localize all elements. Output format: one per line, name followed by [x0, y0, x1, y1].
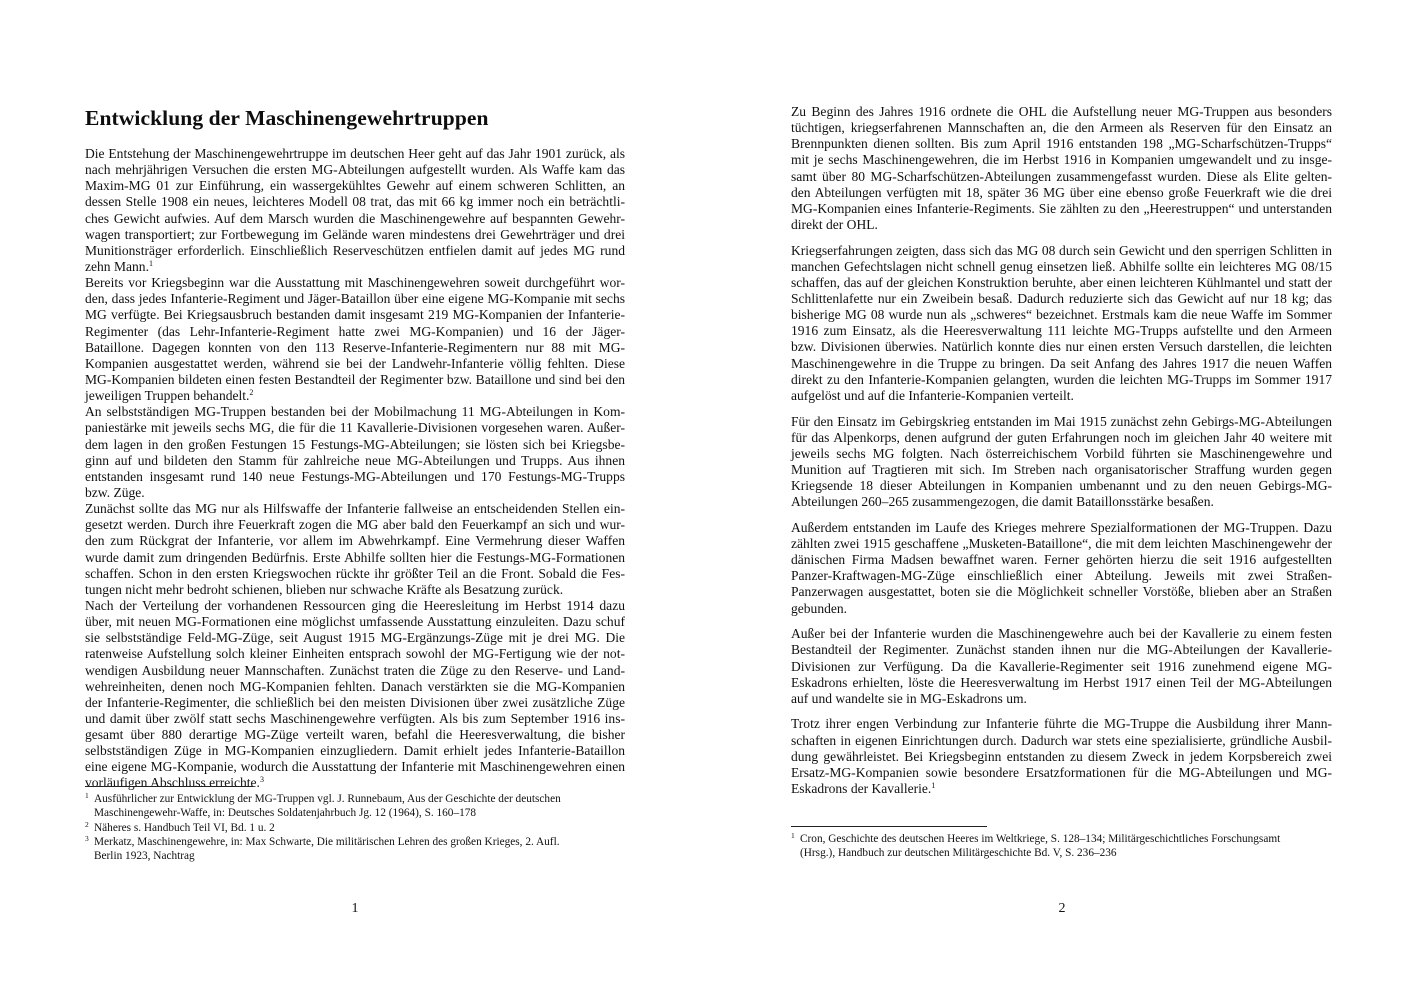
- paragraph: [791, 520, 1332, 617]
- footnote: [85, 792, 625, 821]
- text-line: [791, 478, 1332, 494]
- text-line-content: Brennpunkten dienen sollten. Bis zum April 1916 entstanden 198 „MG-Scharfschützen-Trupps“: [791, 136, 1332, 152]
- footnote-number: 1: [85, 791, 89, 800]
- text-line: [85, 598, 625, 614]
- body-text: [791, 104, 1332, 807]
- footnotes: [791, 832, 1332, 861]
- text-line-content: gesamt über 880 derartige MG-Züge verteilt waren, befahl die Heeresverwaltung, die bisher: [85, 727, 625, 743]
- text-line: [85, 566, 625, 582]
- footnote: [85, 835, 625, 864]
- text-line: [791, 152, 1332, 168]
- text-line-content: Maschinengewehre in die Truppe zu bringen. Da seit Anfang des Jahres 1917 die neuen Waffen: [791, 355, 1332, 371]
- text-line-content: jeweiligen Truppen behandelt.: [85, 388, 250, 404]
- text-line-content: jeweils sechs MG folgten. Nach österreichischem Vorbild führten sie Maschinengewehre und: [791, 445, 1332, 461]
- text-line-content: Kriegserfahrungen zeigten, dass sich das MG 08 durch sein Gewicht und den sperrigen Schlitten in: [791, 242, 1332, 258]
- text-line: [791, 520, 1332, 536]
- text-line: [791, 659, 1332, 675]
- text-line-content: Die Entstehung der Maschinengewehrtruppe im deutschen Heer geht auf das Jahr 1901 zurück, als: [85, 146, 625, 161]
- text-line-content: An selbstständigen MG-Truppen bestanden bei der Mobilmachung 11 MG-Abteilungen in Kom-: [85, 404, 625, 420]
- text-line: [791, 584, 1332, 600]
- text-line: [85, 243, 625, 259]
- text-line-content: nach mehrjährigen Versuchen die ersten MG-Abteilungen aufgestellt wurden. Als Waffe kam das: [85, 162, 625, 178]
- text-line: [791, 675, 1332, 691]
- footnote: [85, 821, 625, 835]
- text-line: [791, 120, 1332, 136]
- text-line: [85, 711, 625, 727]
- text-line-content: wurde damit zum dringenden Bedürfnis. Erste Abhilfe sollten hier die Festungs-MG-Formationen: [85, 549, 625, 565]
- text-line: [791, 430, 1332, 446]
- text-line-content: schaffen. Schon in den ersten Kriegswochen rückte ihr größter Teil an die Front. Sobald die Fes-: [85, 565, 625, 581]
- text-line: [791, 781, 1332, 797]
- text-line-content: MG-Kompanien bildeten einen festen Bestandteil der Regimenter bzw. Bataillone und sind bei den: [85, 371, 625, 387]
- text-line: [85, 259, 625, 275]
- text-line-content: Nach der Verteilung der vorhandenen Ressourcen ging die Heeresleitung im Herbst 1914 dazu: [85, 597, 625, 613]
- text-line: [85, 178, 625, 194]
- text-line: [791, 642, 1332, 658]
- page-number: 2: [1058, 901, 1066, 916]
- text-line: [85, 146, 625, 162]
- text-line-content: schaften in eigenen Einrichtungen durch. Dadurch war stets eine spezialisierte, gründliche Ausbil-: [791, 732, 1332, 748]
- text-line: [85, 630, 625, 646]
- footnote-text: Maschinengewehr-Waffe, in: Deutsches Soldatenjahrbuch Jg. 12 (1964), S. 160–178: [94, 807, 477, 820]
- text-line: [791, 388, 1332, 404]
- text-line-content: Kompanien ausgestattet werden, während sie bei der Landwehr-Infanterie völlig fehlten. Diese: [85, 355, 625, 371]
- text-line: [791, 552, 1332, 568]
- text-line: [791, 104, 1332, 120]
- text-line-content: Zu Beginn des Jahres 1916 ordnete die OHL die Aufstellung neuer MG-Truppen aus besonders: [791, 104, 1332, 119]
- text-line-content: manchen Gefechtslagen nicht schnell genug einsetzen ließ. Abhilfe sollte ein leichteres MG 08/15: [791, 258, 1332, 274]
- paragraph: [85, 146, 625, 275]
- footnote-text: (Hrsg.), Handbuch zur deutschen Militärgeschichte Bd. V, S. 236–236: [800, 847, 1117, 860]
- text-line: [85, 194, 625, 210]
- text-line: [791, 356, 1332, 372]
- text-line-content: dung gewährleistet. Bei Kriegsbeginn entstanden zu diesem Zweck in jedem Korpsbereich zwei: [791, 748, 1332, 764]
- text-line: [85, 372, 625, 388]
- text-line: [791, 275, 1332, 291]
- text-line: [85, 582, 625, 598]
- chapter-title: Entwicklung der Maschinengewehrtruppen: [85, 106, 489, 130]
- text-line: [791, 201, 1332, 217]
- text-line-content: Für den Einsatz im Gebirgskrieg entstanden im Mai 1915 zunächst zehn Gebirgs-MG-Abteilungen: [791, 413, 1332, 429]
- text-line-content: Panzerwagen ausgestattet, boten sie die Möglichkeit schneller Vorstöße, blieben aber an Straßen: [791, 584, 1332, 600]
- text-line: [85, 162, 625, 178]
- footnote-separator: [85, 786, 253, 787]
- text-line-content: dem lagen in den großen Festungen 15 Festungs-MG-Abteilungen; sie lösten sich bei Kriegsbe-: [85, 436, 625, 452]
- footnote-reference[interactable]: 1: [148, 258, 153, 268]
- text-line-content: selbstständigen Züge in MG-Kompanien einzugliedern. Damit erhielt jedes Infanterie-Bataillon: [85, 743, 625, 759]
- text-line: [85, 663, 625, 679]
- text-line-content: Panzer-Kraftwagen-MG-Züge einschließlich einer Abteilung. Jeweils mit zwei Straßen-: [791, 568, 1332, 584]
- text-line-content: auf und wandelte sie in MG-Eskadrons um.: [791, 690, 1027, 706]
- text-line: [791, 494, 1332, 510]
- text-line-content: dänischen Firma Madsen bewaffnet waren. Ferner gehörten hierzu die seit 1916 aufgestellten: [791, 552, 1332, 568]
- text-line-content: schaffen, das auf der gleichen Konstruktion beruhte, aber einen leichteren Kühlmantel und statt der: [791, 274, 1332, 290]
- text-line-content: über, mit neuen MG-Formationen eine möglichst umfassende Ausstattung einzuleiten. Dazu schuf: [85, 614, 625, 630]
- text-line-content: gebunden.: [791, 600, 848, 616]
- text-line-content: sie selbstständige Feld-MG-Züge, seit August 1915 MG-Ergänzungs-Züge mit je drei MG. Die: [85, 630, 625, 646]
- text-line: [791, 749, 1332, 765]
- text-line-content: der Infanterie-Regimenter, die schließlich bei den meisten Divisionen über zwei zusätzliche Züge: [85, 694, 625, 710]
- footnote-text: Merkatz, Maschinengewehre, in: Max Schwarte, Die militärischen Lehren des großen Krieges, 2. Aufl.: [94, 835, 560, 848]
- text-line-content: MG verfügte. Bei Kriegsausbruch bestanden damit insgesamt 219 MG-Kompanien der Infanterie-: [85, 307, 625, 323]
- text-line: [85, 727, 625, 743]
- footnote-text: Ausführlicher zur Entwicklung der MG-Truppen vgl. J. Runnebaum, Aus der Geschichte der deutschen: [94, 793, 561, 805]
- text-line-content: ches Gewicht aufwies. Auf dem Marsch wurden die Maschinengewehre auf bespannten Gewehr-: [85, 210, 625, 226]
- text-line-content: Bereits vor Kriegsbeginn war die Ausstattung mit Maschinengewehren soweit durchgeführt wor-: [85, 275, 625, 291]
- text-line: [791, 568, 1332, 584]
- text-line-content: wehreinheiten, denen noch MG-Kompanien fehlten. Danach verstärkten sie die MG-Kompanien: [85, 678, 625, 694]
- text-line-content: Bataillone. Dagegen konnten von den 113 Reserve-Infanterie-Regimentern nur 88 mit MG-: [85, 339, 625, 355]
- paragraph: [791, 716, 1332, 797]
- text-line-content: wendigen Ausbildung neuer Mannschaften. Zunächst traten die Züge zu den Reserve- und Land-: [85, 662, 625, 678]
- text-line-content: aufgelöst und auf die Infanterie-Kompanien verteilt.: [791, 387, 1074, 403]
- text-line-content: vorläufigen Abschluss erreichte.: [85, 775, 260, 791]
- text-line: [85, 743, 625, 759]
- paragraph: [85, 404, 625, 501]
- text-line-content: samt über 80 MG-Scharfschützen-Abteilungen zusammengefasst wurden. Diese als Elite gelten-: [791, 168, 1332, 184]
- text-line-content: Trotz ihrer engen Verbindung zur Infanterie führte die MG-Truppe die Ausbildung ihrer Mann-: [791, 716, 1332, 732]
- text-line: [85, 614, 625, 630]
- text-line-content: den zum Rückgrat der Infanterie, vor allem im Abwehrkampf. Eine Vermehrung dieser Waffen: [85, 533, 625, 549]
- text-line-content: Divisionen zur Verfügung. Da die Kavallerie-Regimenter seit 1916 zunehmend eigene MG-: [791, 658, 1332, 674]
- paragraph: [791, 626, 1332, 707]
- text-line: [791, 733, 1332, 749]
- text-line: [791, 716, 1332, 732]
- text-line: [791, 601, 1332, 617]
- footnote-reference[interactable]: 3: [259, 775, 264, 785]
- text-line: [85, 533, 625, 549]
- text-line-content: 1916 zum Einsatz, als die Heeresverwaltung 111 leichte MG-Trupps aufstellte und den Armeen: [791, 323, 1332, 339]
- text-line: [85, 356, 625, 372]
- paragraph: [85, 275, 625, 404]
- text-line: [85, 453, 625, 469]
- text-line-content: für das Alpenkorps, denen aufgrund der guten Erfahrungen noch im gleichen Jahr 40 weitere mit: [791, 429, 1332, 445]
- text-line: [85, 307, 625, 323]
- footnote-text: Berlin 1923, Nachtrag: [94, 850, 195, 863]
- text-line: [85, 404, 625, 420]
- text-line-content: Außer bei der Infanterie wurden die Maschinengewehre auch bei der Kavallerie zu einem festen: [791, 626, 1332, 642]
- text-line-content: Zunächst sollte das MG nur als Hilfswaffe der Infanterie fallweise an entscheidenden Stellen ein-: [85, 501, 625, 517]
- body-text: [85, 146, 625, 792]
- text-line: [791, 691, 1332, 707]
- footnote-number: 2: [85, 819, 89, 829]
- text-line-content: paniestärke mit jeweils sechs MG, die für die 11 Kavallerie-Divisionen vorgesehen waren. Außer-: [85, 420, 625, 436]
- text-line-content: bzw. Züge.: [85, 484, 145, 500]
- text-line: [791, 536, 1332, 552]
- text-line-content: zählten zwei 1915 geschaffene „Musketen-Bataillone“, die mit dem leichten Maschinengewehr der: [791, 536, 1332, 552]
- text-line: [791, 243, 1332, 259]
- text-line: [85, 291, 625, 307]
- text-line: [791, 626, 1332, 642]
- text-line-content: Eskadrons erhielten, löste die Heeresverwaltung im Herbst 1917 einen Teil der MG-Abteilungen: [791, 674, 1332, 690]
- paragraph: [791, 243, 1332, 404]
- text-line: [85, 517, 625, 533]
- text-line: [791, 217, 1332, 233]
- text-line-content: Schlittenlafette nur ein Zweibein besaß. Dadurch reduzierte sich das Gewicht auf nur 18 kg; das: [791, 291, 1332, 307]
- text-line: [791, 446, 1332, 462]
- text-line-content: ratenweise Aufstellung solch kleiner Einheiten entsprach sowohl der MG-Fertigung wie der not-: [85, 646, 625, 662]
- text-line: [85, 485, 625, 501]
- text-line-content: tungen nicht mehr bedroht schienen, blieben nur schwache Kräfte als Besatzung zurück.: [85, 581, 564, 597]
- paragraph: [85, 501, 625, 598]
- text-line-content: wagen transportiert; zur Fortbewegung im Gelände waren mindestens drei Gewehrträger und drei: [85, 226, 625, 242]
- text-line-content: Bestandteil der Regimenter. Zunächst standen ihnen nur die MG-Abteilungen der Kavallerie-: [791, 642, 1332, 658]
- text-line: [85, 695, 625, 711]
- text-line: [791, 136, 1332, 152]
- text-line-content: den Abteilungen verfügten mit 18, später 36 MG über eine ebenso große Feuerkraft wie die drei: [791, 184, 1332, 200]
- text-line-content: direkt der OHL.: [791, 216, 878, 232]
- text-line: [85, 420, 625, 436]
- text-line-content: eine eigene MG-Kompanie, wodurch die Ausstattung der Infanterie mit Maschinengewehren einen: [85, 759, 625, 775]
- footnote-reference[interactable]: 1: [931, 780, 936, 790]
- text-line: [85, 501, 625, 517]
- text-line-content: direkt zu den Infanterie-Kompanien gelangten, wurden die leichten MG-Trupps im Sommer 1917: [791, 371, 1332, 387]
- footnote-reference[interactable]: 2: [249, 388, 254, 398]
- footnote-text: Näheres s. Handbuch Teil VI, Bd. 1 u. 2: [94, 821, 275, 834]
- text-line: [85, 227, 625, 243]
- text-line-content: Maxim-MG 01 zur Einführung, ein wassergekühltes Gewehr auf einem schweren Schlitten, an: [85, 178, 625, 194]
- paragraph: [85, 598, 625, 792]
- footnote-number: 1: [791, 831, 795, 840]
- text-line: [791, 323, 1332, 339]
- text-line-content: Ersatz-MG-Kompanien sowie besondere Ersatzformationen für die MG-Abteilungen und MG-: [791, 764, 1332, 780]
- text-line-content: Munition auf Tragtieren mit sich. Im Streben nach organisatorischer Straffung wurden gegen: [791, 461, 1332, 477]
- text-line-content: Abteilungen 260–265 zusammengezogen, die damit Bataillonsstärke besaßen.: [791, 494, 1214, 510]
- text-line-content: Kriegsende 18 dieser Abteilungen in Kompanien umbenannt und zu den neuen Gebirgs-MG-: [791, 478, 1332, 494]
- footnote: [791, 832, 1332, 861]
- text-line-content: tüchtigen, kriegserfahrenen Mannschaften an, die den Armeen als Reserven für den Einsatz an: [791, 120, 1332, 136]
- text-line-content: Eskadrons der Kavallerie.: [791, 780, 932, 796]
- text-line: [85, 646, 625, 662]
- page-number: 1: [351, 901, 359, 916]
- text-line-content: bisherige MG 08 wurde nun als „schweres“ bezeichnet. Erstmals kam die neue Waffe im Sommer: [791, 307, 1332, 323]
- text-line-content: entstanden insgesamt rund 140 neue Festungs-MG-Abteilungen und 170 Festungs-MG-Trupps: [85, 468, 625, 484]
- text-line-content: mit je sechs Maschinengewehren, die im Herbst 1916 in Kompanien umgewandelt und zu insge-: [791, 152, 1332, 168]
- text-line-content: ginn auf und bildeten den Stamm für zahlreiche neue MG-Abteilungen und Trupps. Aus ihnen: [85, 452, 625, 468]
- text-line: [791, 169, 1332, 185]
- text-line: [791, 414, 1332, 430]
- text-line: [85, 550, 625, 566]
- footnotes: [85, 792, 625, 863]
- text-line-content: und damit über zwölf statt sechs Maschinengewehre verfügten. Als bis zum September 1916 ins-: [85, 710, 625, 726]
- text-line-content: zehn Mann.: [85, 258, 149, 274]
- text-line-content: bzw. Divisionen überwies. Natürlich konnte dies nur einen ersten Versuch darstellen, die leichten: [791, 339, 1332, 355]
- text-line: [791, 372, 1332, 388]
- text-line-content: gesetzt werden. Durch ihre Feuerkraft zogen die MG aber bald den Feuerkampf an sich und wur-: [85, 517, 625, 533]
- footnote-separator: [791, 826, 987, 827]
- text-line: [791, 339, 1332, 355]
- text-line-content: dessen Stelle 1908 ein neues, leichteres Modell 08 trat, das mit 66 kg immer noch ein beträchtli-: [85, 194, 625, 210]
- text-line: [85, 275, 625, 291]
- text-line: [85, 437, 625, 453]
- paragraph: [791, 414, 1332, 511]
- text-line-content: den, dass jedes Infanterie-Regiment und Jäger-Bataillon über eine eigene MG-Kompanie mit sechs: [85, 291, 625, 307]
- text-line: [85, 388, 625, 404]
- text-line: [85, 679, 625, 695]
- text-line: [85, 211, 625, 227]
- text-line: [791, 462, 1332, 478]
- footnote-text: Cron, Geschichte des deutschen Heeres im Weltkriege, S. 128–134; Militärgeschichtliches Forschungsamt: [800, 833, 1281, 845]
- text-line-content: Munitionsträger erforderlich. Einschließlich Reserveschützen entfielen damit auf jedes MG rund: [85, 242, 625, 258]
- text-line: [85, 340, 625, 356]
- text-line-content: Außerdem entstanden im Laufe des Krieges mehrere Spezialformationen der MG-Truppen. Dazu: [791, 519, 1332, 535]
- footnote-number: 3: [85, 833, 89, 843]
- text-line-content: Regimenter (das Lehr-Infanterie-Regiment hatte zwei MG-Kompanien) und 16 der Jäger-: [85, 323, 625, 339]
- text-line: [791, 185, 1332, 201]
- text-line: [85, 324, 625, 340]
- text-line: [791, 259, 1332, 275]
- text-line: [85, 469, 625, 485]
- text-line: [791, 765, 1332, 781]
- paragraph: [791, 104, 1332, 233]
- text-line: [791, 291, 1332, 307]
- page-right: [707, 0, 1414, 1000]
- text-line: [85, 759, 625, 775]
- text-line: [85, 775, 625, 791]
- text-line: [791, 307, 1332, 323]
- text-line-content: MG-Kompanien eines Infanterie-Regiments. Sie zählten zu den „Heerestruppen“ und unterstanden: [791, 200, 1332, 216]
